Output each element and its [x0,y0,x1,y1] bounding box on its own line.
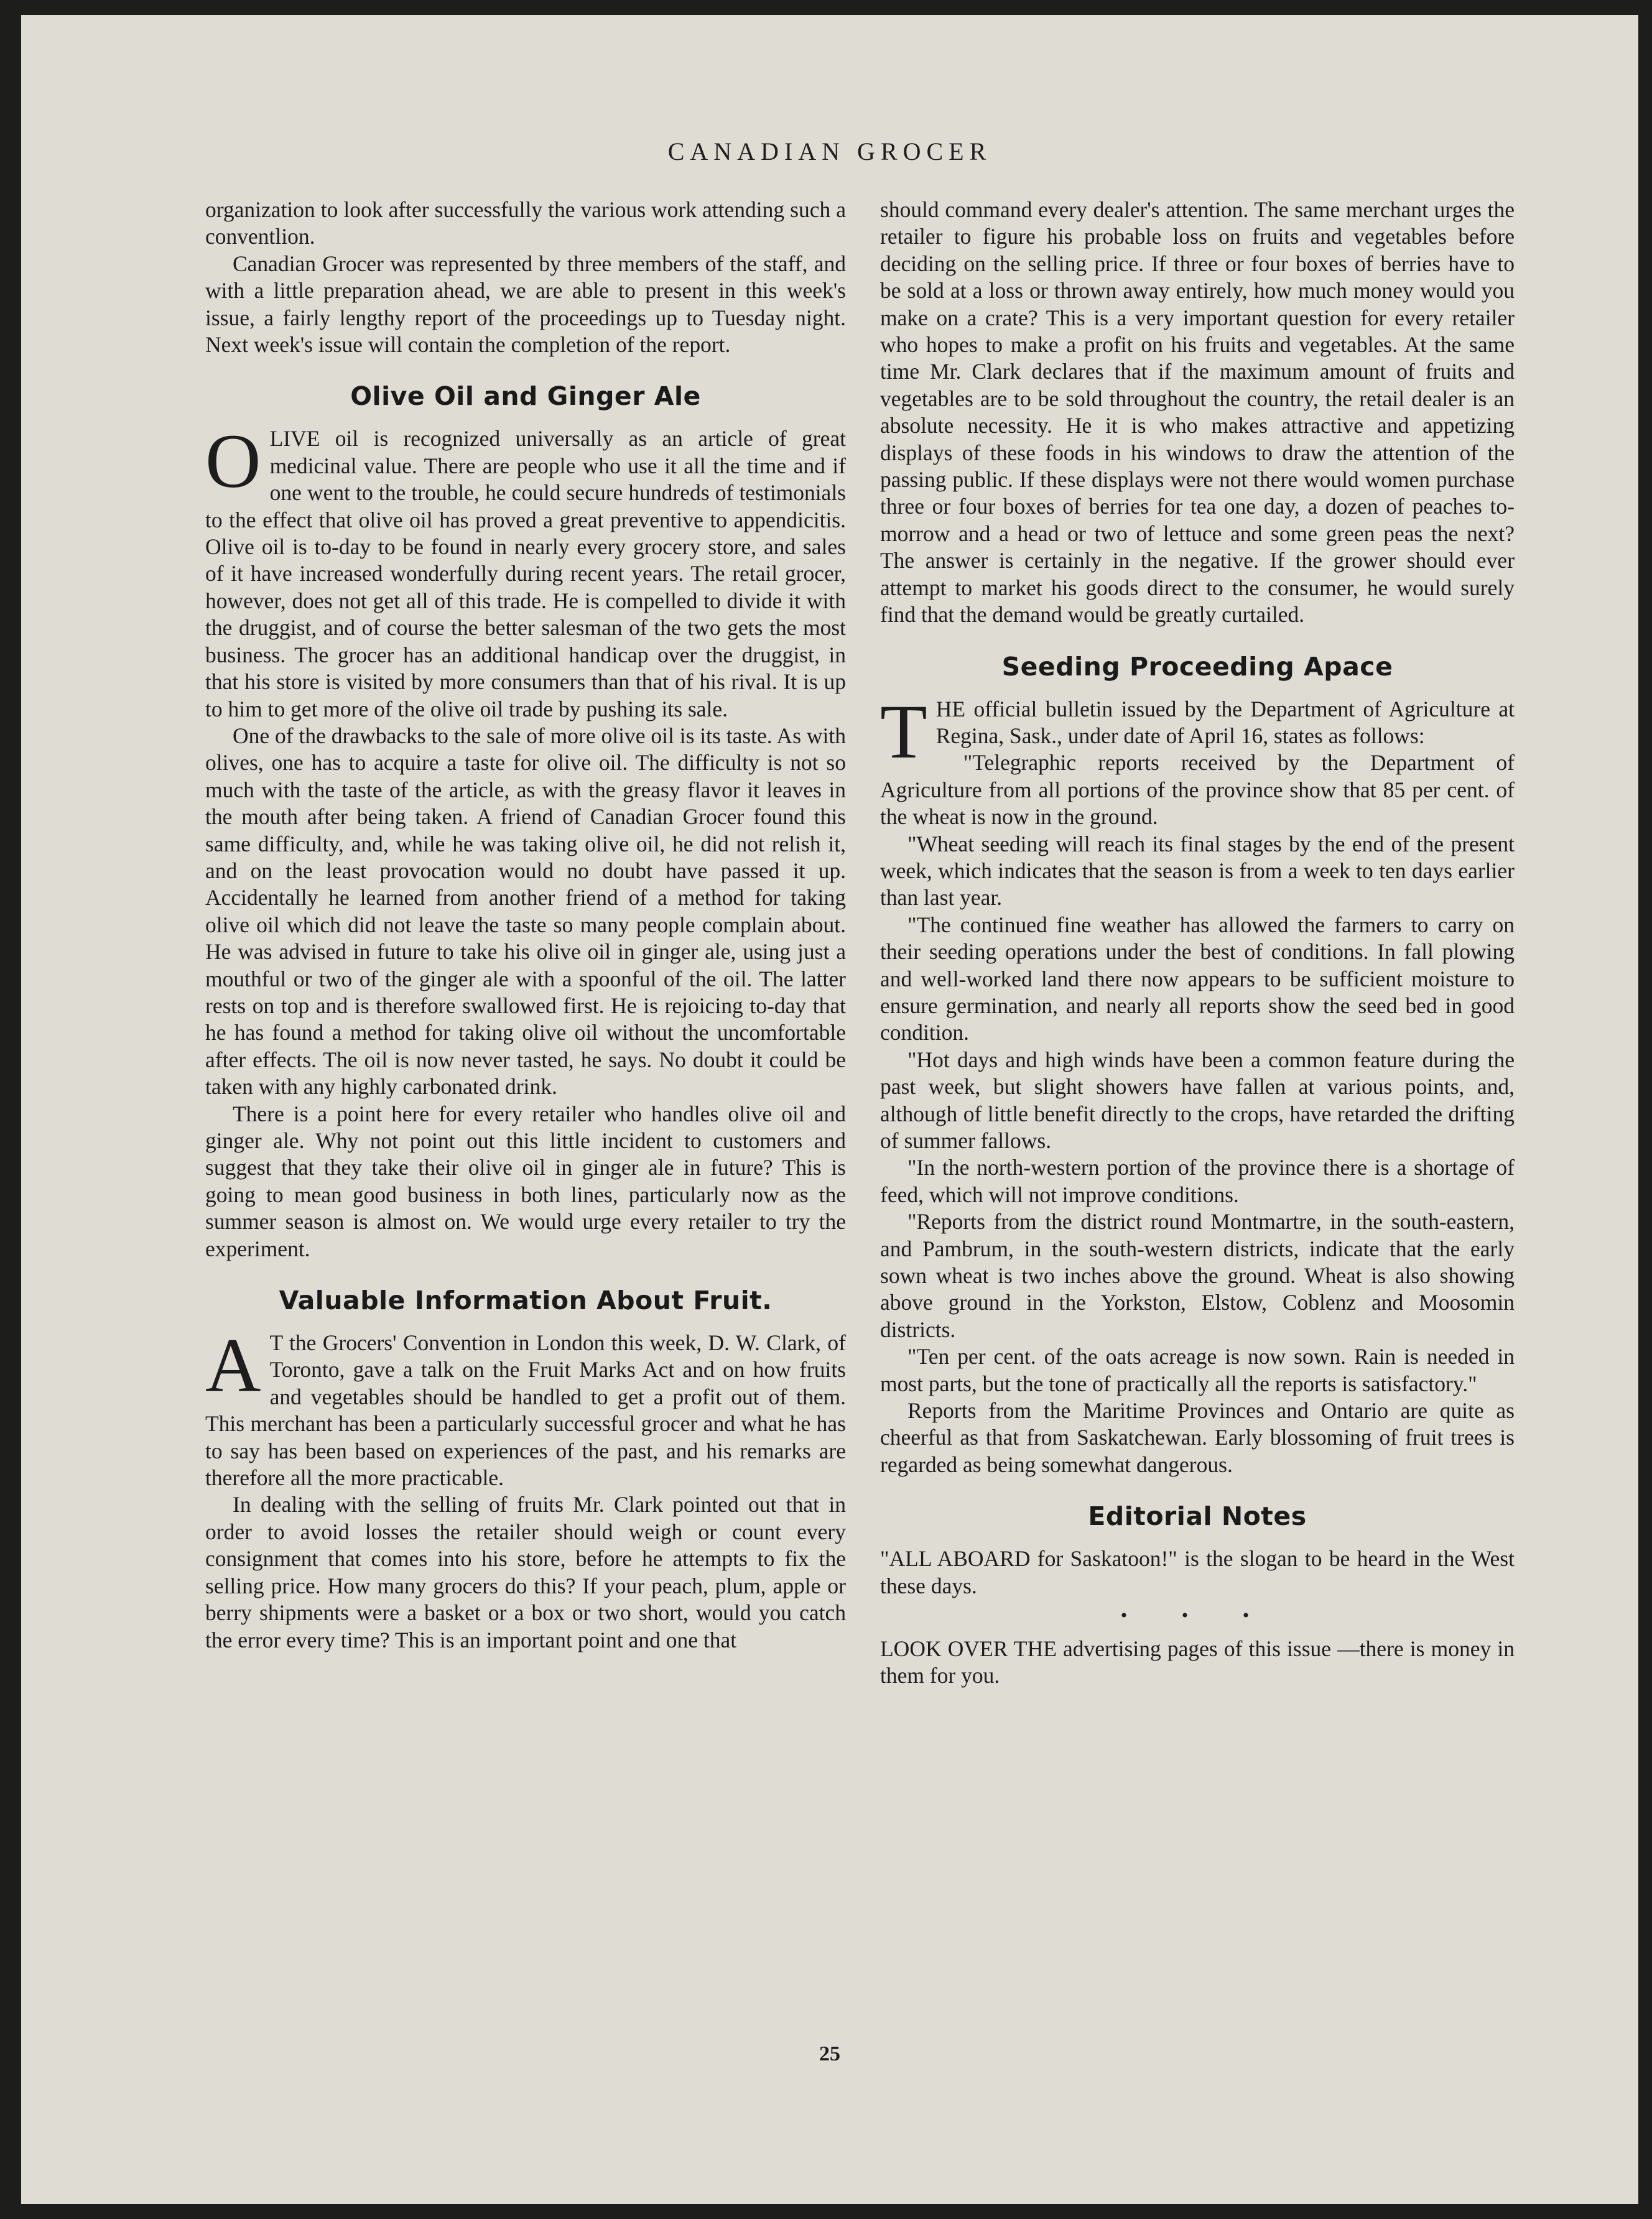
magazine-page [21,15,1638,2204]
drop-cap: A [205,1323,261,1409]
intro-paragraph: Canadian Grocer was represented by three members of the staff, and with a little preparation ahead, we are able to present in this week's issue, a fairly lengthy report of the proceedings up to Tuesday night. Next week's issue will contain the completion of the report. [205,251,846,358]
drop-cap: O [205,419,261,504]
fruit-heading: Valuable Information About Fruit. [279,1286,773,1316]
seeding-paragraph: "The continued fine weather has allowed the farmers to carry on their seeding operations under the best of conditions. In fall plowing and well-worked land there now appears to be sufficient moisture to ensure germination, and nearly all reports show the seed bed in good condition. [880,912,1515,1045]
left-column [205,197,846,1654]
paragraph-text: LIVE oil is recognized universally as an article of great medicinal value. There are people who use it all the time and if one went to the trouble, he could secure hundreds of testimonials to the effect that olive oil has proved a great preventive to appendicitis. Olive oil is to-day to be found in nearly every grocery store, and sales of it have increased wonderfully during recent years. The retail grocer, however, does not get all of this trade. He is compelled to divide it with the druggist, and of course the better salesman of the two gets the most business. The grocer has an additional handicap over the druggist, in that his store is visited by more consumers than that of his rival. It is up to him to get more of the olive oil trade by pushing its sale. [205,426,846,721]
editorial-notes-heading: Editorial Notes [1088,1501,1307,1532]
seeding-paragraph: "Telegraphic reports received by the Department of Agriculture from all portions of the province show that 85 per cent. of the wheat is now in the ground. [880,750,1515,830]
olive-oil-paragraph [205,419,846,722]
separator-dots: • • • [1120,1605,1274,1626]
right-column [880,197,1515,1689]
seeding-heading: Seeding Proceeding Apace [1001,651,1393,682]
seeding-paragraph: "Ten per cent. of the oats acreage is now sown. Rain is needed in most parts, but the tone of practically all the reports is satisfactory." [880,1344,1515,1396]
olive-oil-paragraph: One of the drawbacks to the sale of more olive oil is its taste. As with olives, one has to acquire a taste for olive oil. The difficulty is not so much with the taste of the article, as with the greasy flavor it leaves in the mouth after being taken. A friend of Canadian Grocer found this same difficulty, and, while he was taking olive oil, he did not relish it, and on the least provocation would no doubt have passed it up. Accidentally he learned from another friend of a method for taking olive oil which did not leave the taste so many people complain about. He was advised in future to take his olive oil in ginger ale, using just a mouthful or two of the ginger ale with a spoonful of the oil. The latter rests on top and is therefore swallowed first. He is rejoicing to-day that he has found a method for taking olive oil without the uncomfortable after effects. The oil is now never tasted, he says. No doubt it could be taken with any highly carbonated drink. [205,723,846,1100]
fruit-paragraph [205,1323,846,1491]
seeding-paragraph: "Hot days and high winds have been a common feature during the past week, but slight showers have fallen at various points, and, although of little benefit directly to the crops, have retarded the drifting of summer fallows. [880,1047,1515,1153]
page-number: 25 [819,2042,840,2065]
fruit-paragraph: In dealing with the selling of fruits Mr. Clark pointed out that in order to avoid losses the retailer should weigh or count every consignment that comes into his store, before he attempts to fix the selling price. How many grocers do this? If your peach, plum, apple or berry shipments were a basket or a box or two short, would you catch the error every time? This is an important point and one that [205,1492,846,1652]
editorial-note: LOOK OVER THE advertising pages of this issue —there is money in them for you. [880,1636,1515,1688]
seeding-paragraph [880,688,1515,774]
olive-oil-heading: Olive Oil and Ginger Ale [350,381,701,412]
drop-cap: T [880,688,927,774]
seeding-paragraph: "Reports from the district round Montmartre, in the south-eastern, and Pambrum, in the south-western districts, indicate that the early sown wheat is two inches above the ground. Wheat is also showing above ground in the Yorkston, Elstow, Coblenz and Moosomin districts. [880,1209,1515,1342]
seeding-paragraph: Reports from the Maritime Provinces and Ontario are quite as cheerful as that from Saskatchewan. Early blossoming of fruit trees is regarded as being somewhat dangerous. [880,1398,1515,1477]
seeding-paragraph: "In the north-western portion of the province there is a shortage of feed, which will not improve conditions. [880,1155,1515,1207]
olive-oil-paragraph: There is a point here for every retailer who handles olive oil and ginger ale. Why not point out this little incident to customers and suggest that they take their olive oil in ginger ale in future? This is going to mean good business in both lines, particularly now as the summer season is almost on. We would urge every retailer to try the experiment. [205,1101,846,1261]
paragraph-text: T the Grocers' Convention in London this week, D. W. Clark, of Toronto, gave a talk on the Fruit Marks Act and on how fruits and vegetables should be handled to get a profit out of them. This merchant has been a particularly successful grocer and what he has to say has been based on experiences of the past, and his remarks are therefore all the more practicable. [205,1330,846,1491]
editorial-note: "ALL ABOARD for Saskatoon!" is the slogan to be heard in the West these days. [880,1546,1515,1598]
intro-paragraph: organization to look after successfully the various work attending such a conventlion. [205,197,846,249]
running-header: CANADIAN GROCER [667,137,992,165]
paragraph-text: HE official bulletin issued by the Department of Agriculture at Regina, Sask., under date of April 16, states as follows: [935,696,1515,748]
seeding-paragraph: "Wheat seeding will reach its final stages by the end of the present week, which indicates that the season is from a week to ten days earlier than last year. [880,831,1515,910]
fruit-continued-paragraph: should command every dealer's attention. The same merchant urges the retailer to figure his probable loss on fruits and vegetables before deciding on the selling price. If three or four boxes of berries have to be sold at a loss or thrown away entirely, how much money would you make on a crate? This is a very important question for every retailer who hopes to make a profit on his fruits and vegetables. At the same time Mr. Clark declares that if the maximum amount of fruits and vegetables are to be sold throughout the country, the retail dealer is an absolute necessity. He it is who makes attractive and appetizing displays of these foods in his windows to draw the attention of the passing public. If these displays were not there would women purchase three or four boxes of berries for tea one day, a dozen of peaches to-morrow and a head or two of lettuce and some green peas the next? The answer is certainly in the negative. If the grower should ever attempt to market his goods direct to the consumer, he would surely find that the demand would be greatly curtailed. [880,197,1515,628]
